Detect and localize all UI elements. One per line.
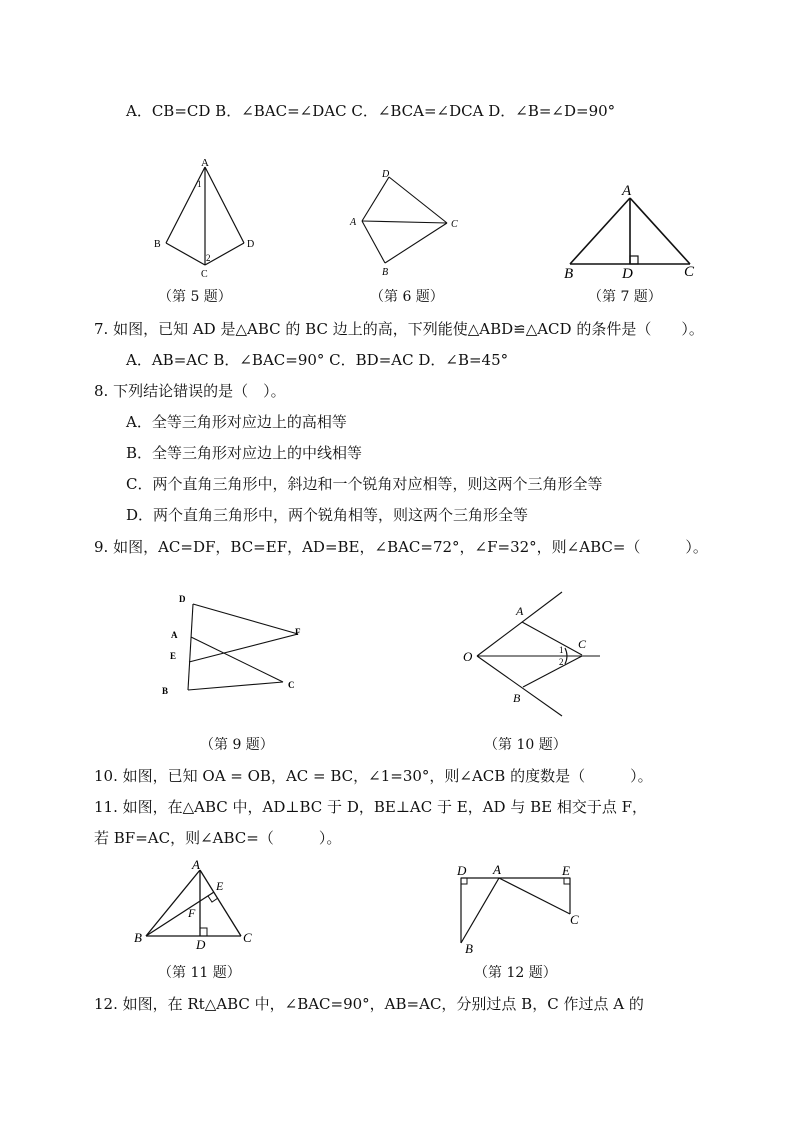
- f10-label-a: A: [516, 604, 524, 618]
- f9-label-e: E: [170, 651, 177, 661]
- f12-label-c: C: [570, 912, 579, 927]
- q9-stem: 9. 如图，AC=DF，BC=EF，AD=BE，∠BAC=72°，∠F=32°，则∠ABC=（ ）。: [94, 538, 708, 556]
- q8-option-b: B．全等三角形对应边上的中线相等: [126, 444, 363, 462]
- figure-7: [560, 180, 705, 280]
- f6-label-c: C: [451, 219, 458, 230]
- q6-options: A．CB=CD B．∠BAC=∠DAC C．∠BCA=∠DCA D．∠B=∠D=90°: [126, 102, 616, 120]
- f10-label-b: B: [513, 691, 521, 705]
- f7-label-a: A: [622, 183, 632, 199]
- f10-label-o: O: [463, 649, 473, 664]
- f11-label-f: F: [188, 906, 196, 920]
- f12-label-d: D: [457, 863, 467, 878]
- f9-label-b: B: [162, 686, 169, 696]
- f7-label-d: D: [622, 266, 633, 280]
- q11-stem-line1: 11. 如图，在△ABC 中，AD⊥BC 于 D，BE⊥AC 于 E，AD 与 BE 相交于点 F，: [94, 798, 648, 816]
- f11-label-a: A: [192, 857, 200, 872]
- caption-q5: （第 5 题）: [158, 289, 232, 305]
- f9-label-f: F: [295, 627, 301, 637]
- f5-angle-2: 2: [206, 253, 211, 263]
- f5-label-a: A: [201, 157, 209, 169]
- f7-label-c: C: [684, 264, 695, 280]
- figure-12: [445, 858, 595, 958]
- f11-label-d: D: [196, 937, 206, 952]
- f10-label-c: C: [578, 637, 587, 651]
- caption-q12: （第 12 题）: [474, 965, 557, 981]
- figure-9: [160, 588, 320, 700]
- q10-stem: 10. 如图，已知 OA = OB，AC = BC，∠1=30°，则∠ACB 的度数是（ ）。: [94, 767, 653, 785]
- f11-label-e: E: [216, 879, 224, 893]
- f5-label-d: D: [247, 239, 255, 250]
- f5-label-c: C: [201, 269, 208, 280]
- q12-stem: 12. 如图，在 Rt△ABC 中，∠BAC=90°，AB=AC，分别过点 B，C 作过点 A 的: [94, 995, 644, 1013]
- f7-label-b: B: [564, 266, 574, 280]
- f10-angle-2: 2: [559, 657, 564, 667]
- q11-stem-line2: 若 BF=AC，则∠ABC=（ ）。: [94, 829, 342, 847]
- q8-option-d: D．两个直角三角形中，两个锐角相等，则这两个三角形全等: [126, 506, 529, 524]
- caption-q11: （第 11 题）: [158, 965, 241, 981]
- f6-label-d: D: [382, 169, 390, 180]
- figure-11: [130, 855, 265, 955]
- f12-label-b: B: [465, 941, 473, 956]
- q7-stem: 7. 如图，已知 AD 是△ABC 的 BC 边上的高，下列能使△ABD≌△ACD 的条件是（ ）。: [94, 320, 704, 338]
- figure-10: [455, 585, 615, 720]
- f12-label-a: A: [493, 862, 501, 877]
- q8-option-c: C．两个直角三角形中，斜边和一个锐角对应相等，则这两个三角形全等: [126, 475, 603, 493]
- figure-6: [345, 165, 465, 280]
- f6-label-a: A: [350, 217, 357, 228]
- f5-label-b: B: [154, 239, 161, 250]
- f11-label-c: C: [243, 930, 252, 945]
- q8-option-a: A．全等三角形对应边上的高相等: [126, 413, 347, 431]
- caption-q7: （第 7 题）: [588, 289, 662, 305]
- q8-stem: 8. 下列结论错误的是（ ）。: [94, 382, 286, 400]
- f9-label-c: C: [288, 680, 295, 690]
- caption-q9: （第 9 题）: [200, 737, 274, 753]
- f6-label-b: B: [382, 267, 389, 278]
- f11-label-b: B: [134, 930, 142, 945]
- f12-label-e: E: [562, 863, 570, 878]
- caption-q10: （第 10 题）: [484, 737, 567, 753]
- f10-angle-1: 1: [559, 645, 564, 655]
- figure-5: [150, 155, 260, 280]
- q7-options: A．AB=AC B．∠BAC=90° C．BD=AC D．∠B=45°: [126, 351, 509, 369]
- caption-q6: （第 6 题）: [370, 289, 444, 305]
- f9-label-a: A: [171, 630, 178, 640]
- f9-label-d: D: [179, 594, 186, 604]
- f5-angle-1: 1: [197, 179, 202, 189]
